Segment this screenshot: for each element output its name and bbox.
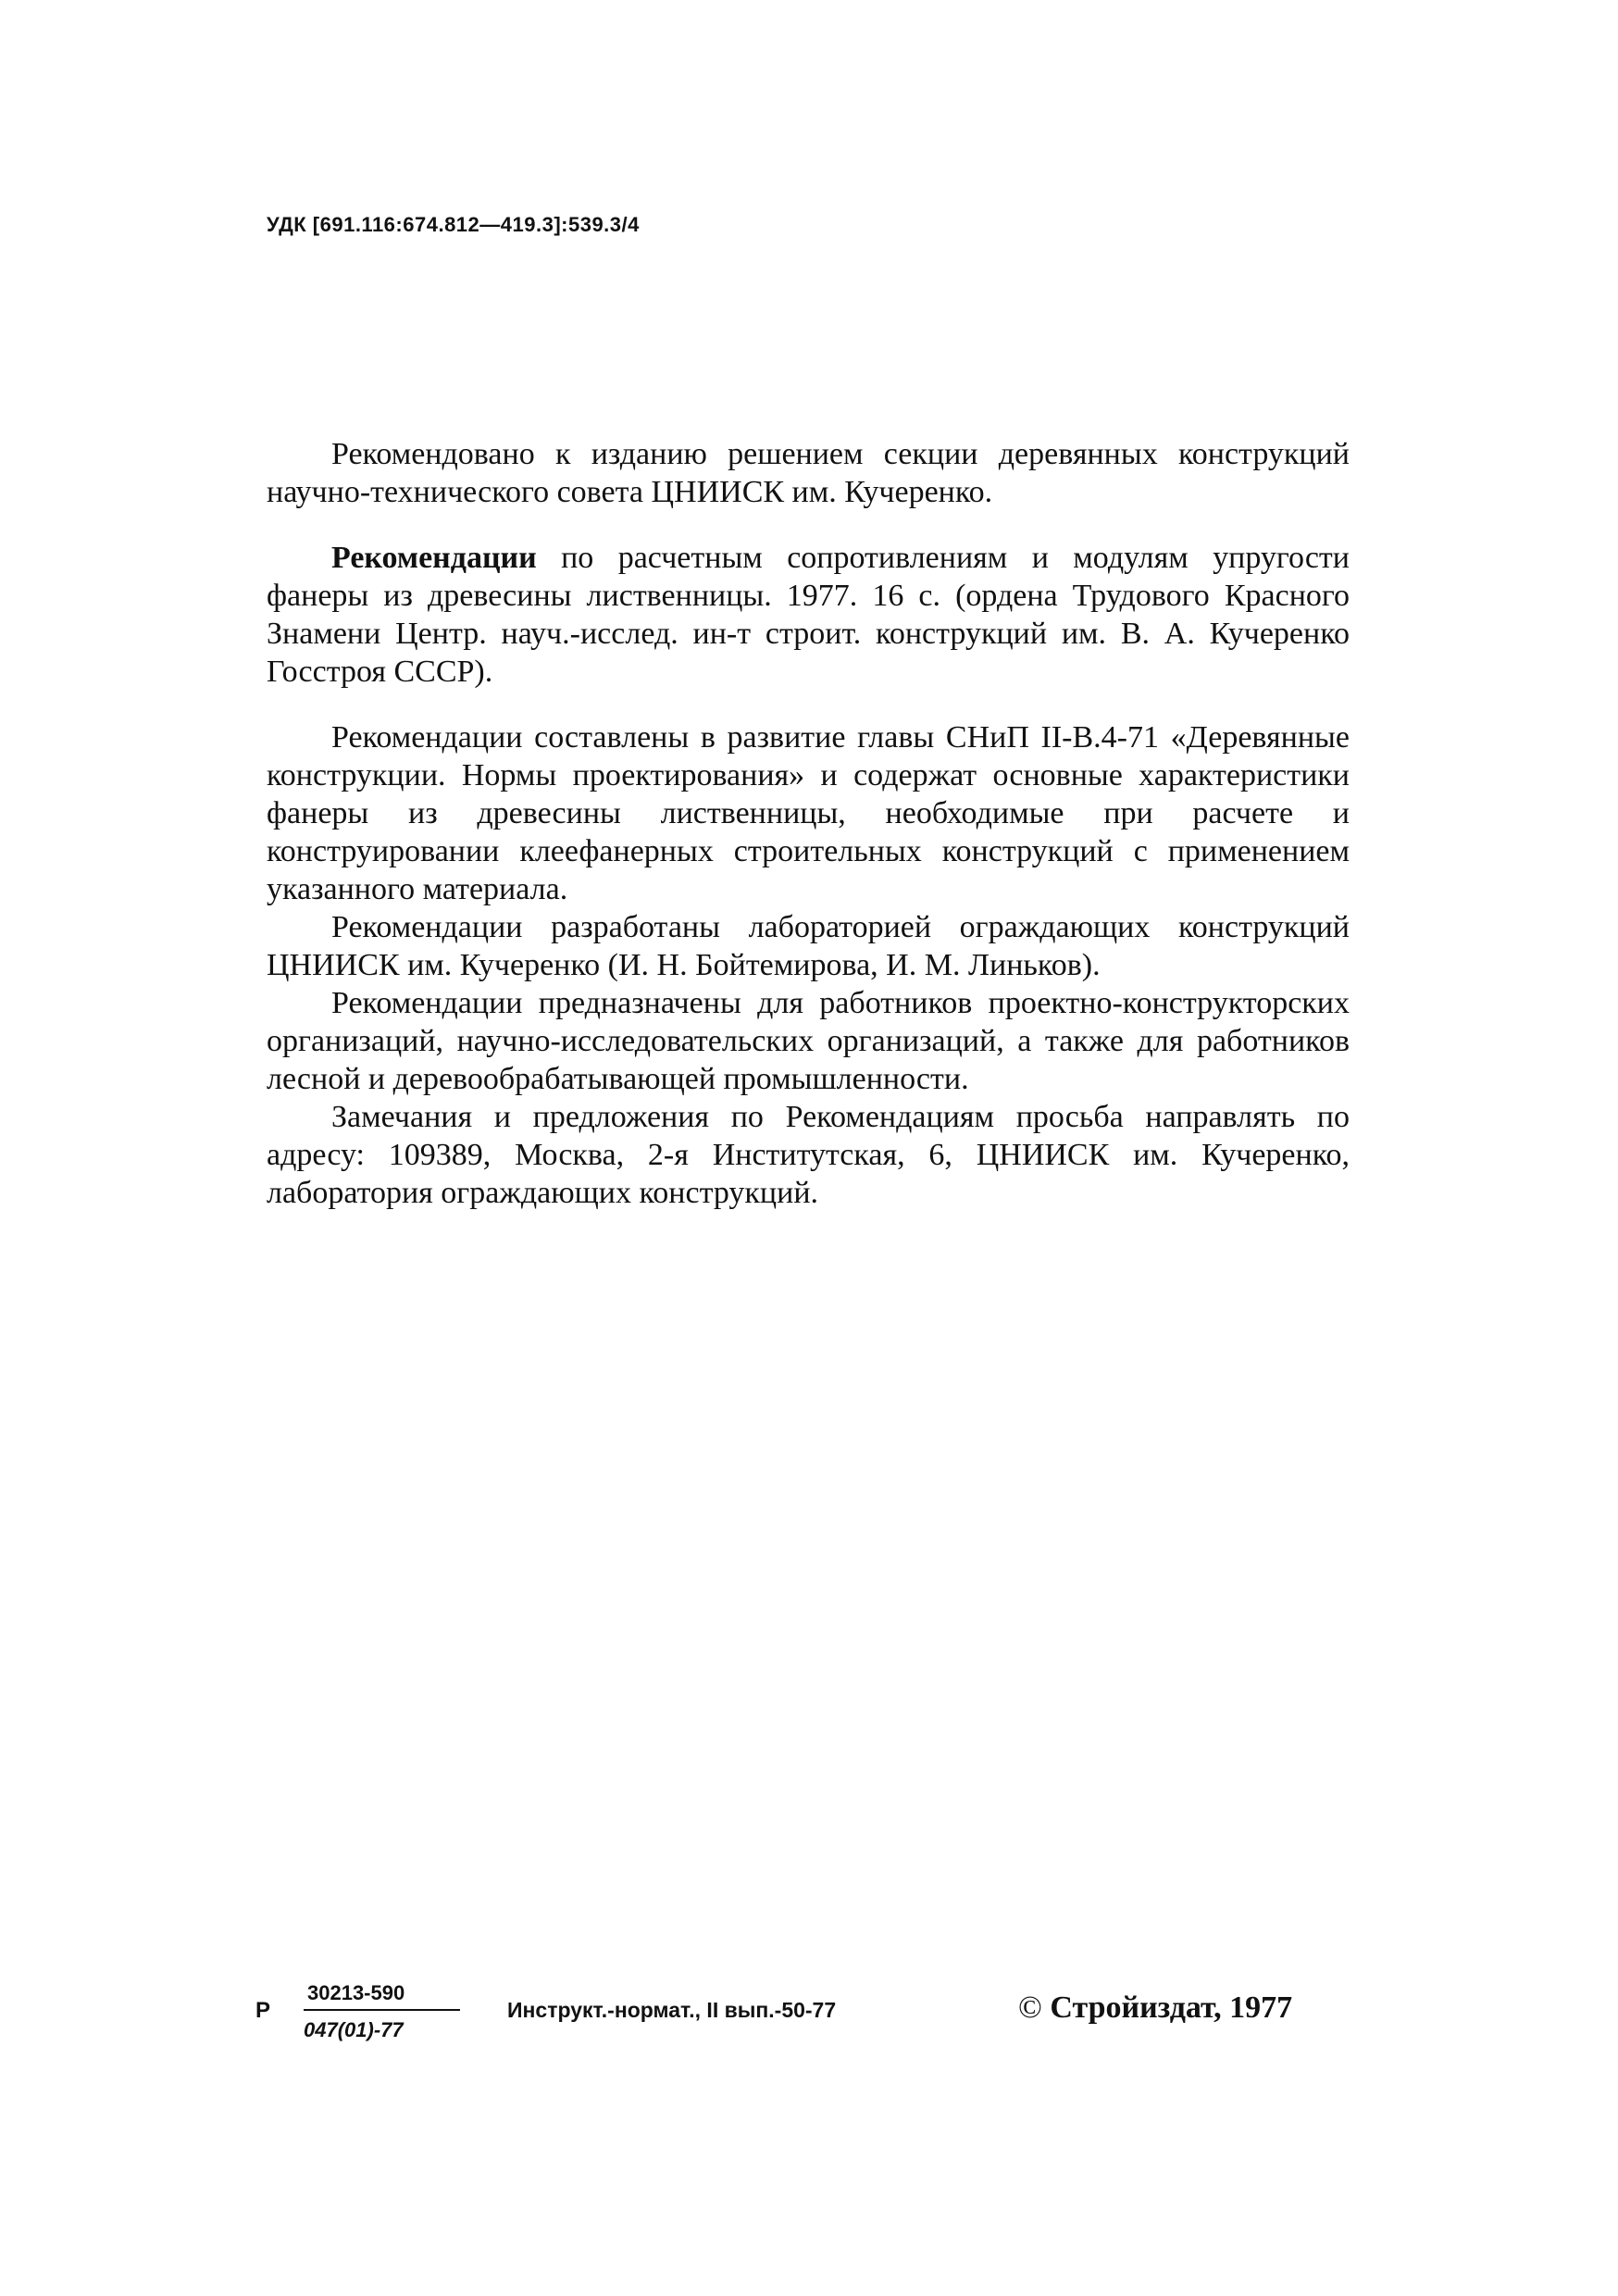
citation-paragraph	[267, 539, 1350, 691]
contact-paragraph: Замечания и предложения по Рекомендациям просьба направлять по адресу: 109389, Москва, 2-я Институтская, 6, ЦНИИСК им. Кучеренко, лаборатория ограждающих конструкций.	[267, 1100, 1350, 1210]
index-letter: Р	[255, 1998, 271, 2023]
index-denominator: 047(01)-77	[304, 2018, 404, 2041]
series-info: Инструкт.-нормат., II вып.-50-77	[507, 1998, 837, 2022]
index-numerator: 30213-590	[304, 1981, 460, 2011]
citation-title: Рекомендации	[331, 541, 537, 575]
imprint-footer	[248, 1981, 1359, 2065]
copyright-icon: ©	[1018, 1990, 1042, 2025]
document-body	[267, 435, 1350, 1212]
audience-paragraph: Рекомендации предназначены для работников проектно-конструкторских организаций, научно-исследовательских организаций, а также для работников лесной и деревообрабатывающей промышленности.	[267, 986, 1350, 1096]
publisher: Стройиздат, 1977	[1050, 1990, 1293, 2025]
approval-paragraph: Рекомендовано к изданию решением секции деревянных конструкций научно-технического совета ЦНИИСК им. Кучеренко.	[267, 437, 1350, 509]
udk-code: УДК [691.116:674.812—419.3]:539.3/4	[267, 213, 640, 236]
citation-text: по расчетным сопротивлениям и модулям упругости фанеры из древесины лиственницы. 1977. 16 с. (ордена Трудового Красного Знамени Центр. науч.-исслед. ин-т строит. конструкций им. В. А. Кучеренко Госстроя СССР).	[267, 541, 1350, 689]
copyright	[1018, 1990, 1292, 2026]
index-fraction	[304, 1981, 460, 2042]
authors-paragraph: Рекомендации разработаны лабораторией ограждающих конструкций ЦНИИСК им. Кучеренко (И. Н. Бойтемирова, И. М. Линьков).	[267, 910, 1350, 982]
purpose-paragraph: Рекомендации составлены в развитие главы СНиП II-В.4-71 «Деревянные конструкции. Нормы проектирования» и содержат основные характеристики фанеры из древесины лиственницы, необходимые при расчете и конструировании клеефанерных строительных конструкций с применением указанного материала.	[267, 720, 1350, 906]
